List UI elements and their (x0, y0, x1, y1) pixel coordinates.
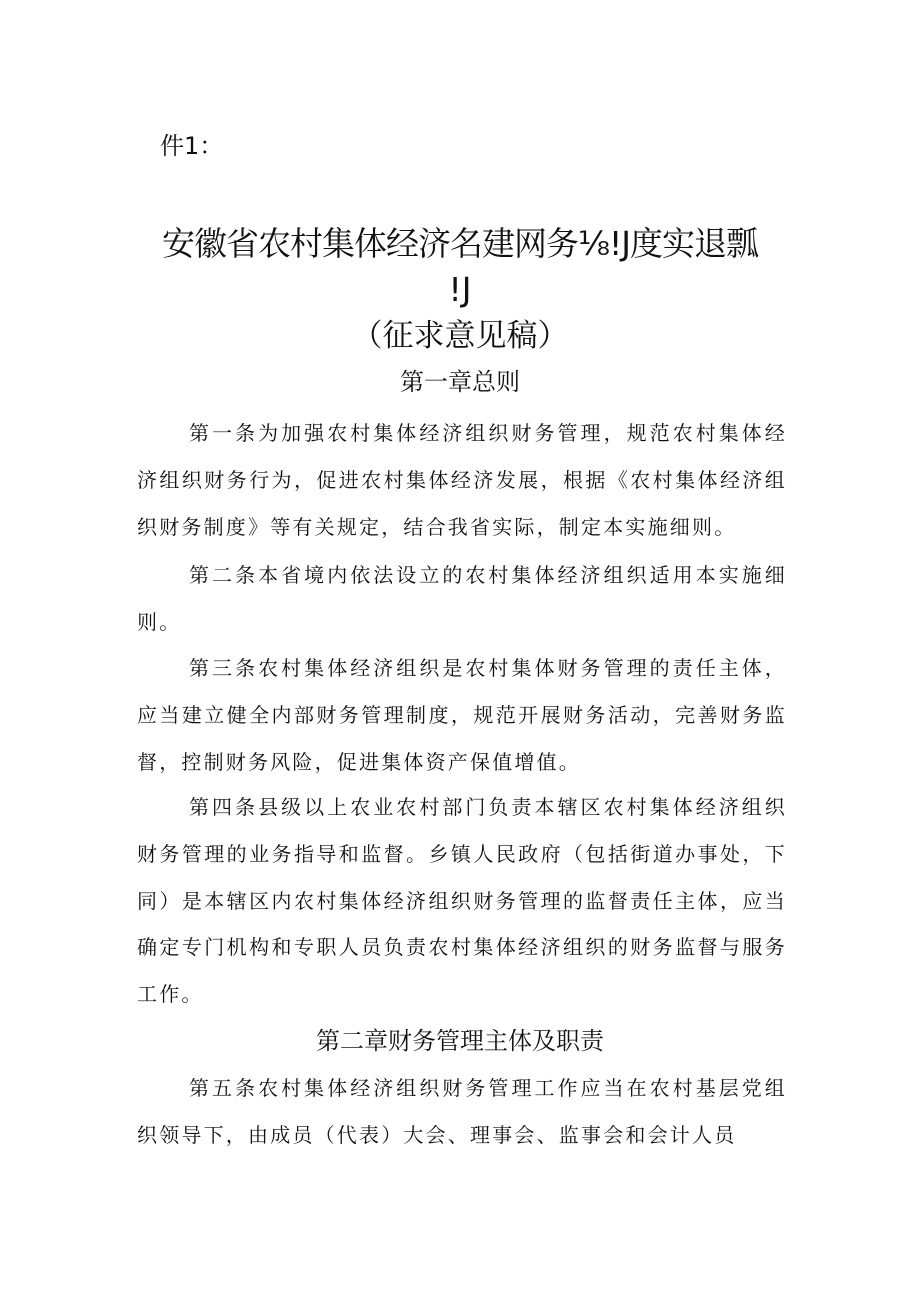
document-title-line-1: 安徽省农村集体经济名建网务⅛!J度实退瓢 (162, 224, 758, 263)
attachment-label: 件1： (160, 132, 224, 160)
article-paragraph-5: 第五条农村集体经济组织财务管理工作应当在农村基层党组织领导下，由成员（代表）大会、理事会、监事会和会计人员 (137, 1076, 787, 1147)
article-paragraph-4: 第四条县级以上农业农村部门负责本辖区农村集体经济组织财务管理的业务指导和监督。乡镇人民政府（包括街道办事处，下同）是本辖区内农村集体经济组织财务管理的监督责任主体，应当确定专门机构和专职人员负责农村集体经济组织的财务监督与服务工作。 (137, 795, 787, 1007)
article-paragraph-3: 第三条农村集体经济组织是农村集体财务管理的责任主体，应当建立健全内部财务管理制度，规范开展财务活动，完善财务监督，控制财务风险，促进集体资产保值增值。 (137, 656, 787, 774)
chapter-heading-1: 第一章总则 (400, 368, 520, 396)
chapter-heading-2: 第二章财务管理主体及职责 (316, 1027, 604, 1055)
document-title-line-2: !J (448, 270, 472, 309)
article-paragraph-2: 第二条本省境内依法设立的农村集体经济组织适用本实施细则。 (137, 563, 787, 634)
document-subtitle: （征求意见稿） (351, 318, 569, 354)
article-paragraph-1: 第一条为加强农村集体经济组织财务管理，规范农村集体经济组织财务行为，促进农村集体经济发展，根据《农村集体经济组织财务制度》等有关规定，结合我省实际，制定本实施细则。 (137, 421, 787, 539)
